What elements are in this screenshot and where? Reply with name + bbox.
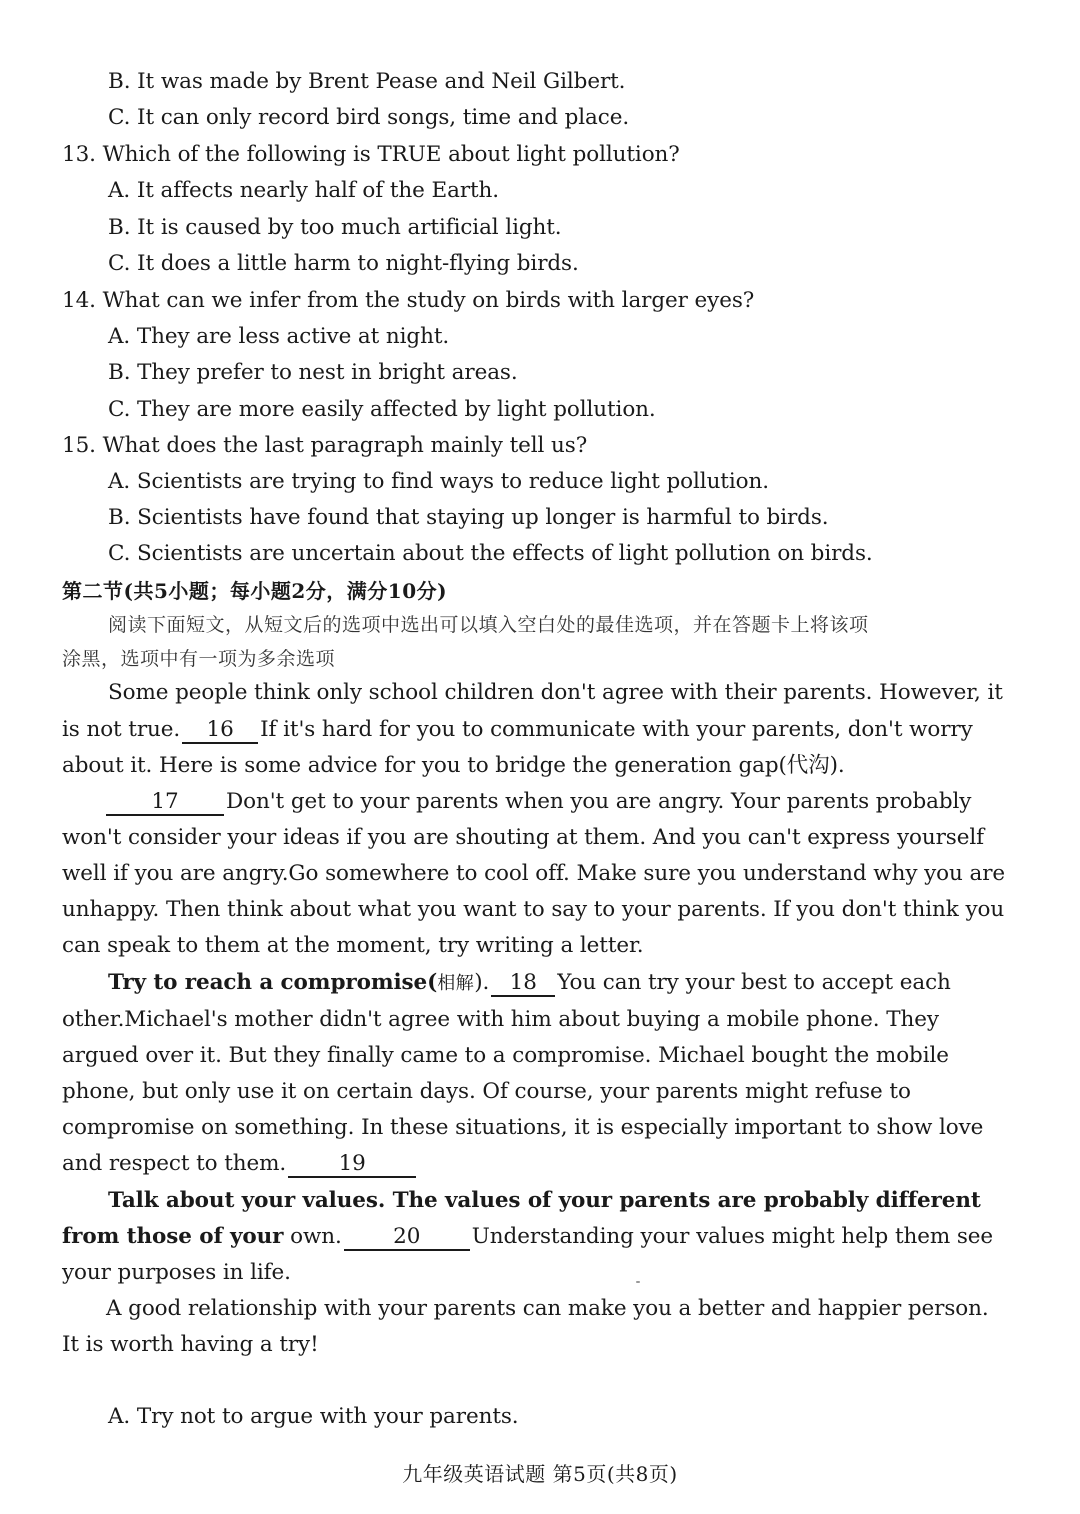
q13-option-a: A. It affects nearly half of the Earth. (108, 178, 500, 203)
q14-option-b: B. They prefer to nest in bright areas. (108, 360, 518, 385)
blank-16: 16 (182, 718, 258, 744)
passage-text: Understanding your values might help them see (471, 1224, 994, 1249)
q15-stem: 15. What does the last paragraph mainly tell us? (62, 433, 588, 458)
passage-p5-line-2: It is worth having a try! (62, 1332, 319, 1357)
section-heading: 第二节(共5小题；每小题2分，满分10分) (62, 579, 448, 603)
passage-bold-text: from those of your (62, 1224, 284, 1249)
passage-p5-line-1: A good relationship with your parents can make you a better and happier person. (106, 1296, 989, 1321)
q14-stem: 14. What can we infer from the study on birds with larger eyes? (62, 288, 755, 313)
passage-p3-line-5: compromise on something. In these situations, it is especially important to show love (62, 1115, 984, 1140)
passage-text: You can try your best to accept each (557, 970, 951, 995)
passage-p2-line-1 (106, 787, 971, 817)
q14-option-c: C. They are more easily affected by light pollution. (108, 397, 656, 422)
passage-text: Don't get to your parents when you are angry. Your parents probably (226, 789, 972, 814)
passage-p3-line-1 (108, 968, 951, 999)
passage-p3-line-4: phone, but only use it on certain days. Of course, your parents might refuse to (62, 1079, 911, 1104)
blank-20: 20 (344, 1225, 470, 1251)
blank-19: 19 (288, 1152, 416, 1178)
passage-text: If it's hard for you to communicate with your parents, don't worry (260, 717, 973, 742)
q12-option-b: B. It was made by Brent Pease and Neil Gilbert. (108, 69, 626, 94)
blank-18: 18 (491, 971, 555, 997)
passage-p2-line-3: well if you are angry.Go somewhere to cool off. Make sure you understand why you are (62, 861, 1006, 886)
scan-speck (636, 1281, 640, 1283)
passage-p4-line-3: your purposes in life. (62, 1260, 291, 1285)
q15-option-b: B. Scientists have found that staying up longer is harmful to birds. (108, 505, 829, 530)
passage-p2-line-4: unhappy. Then think about what you want to say to your parents. If you don't think you (62, 897, 1005, 922)
passage-p3-line-6 (62, 1149, 418, 1179)
passage-text: own. (290, 1224, 342, 1249)
passage-text: and respect to them. (62, 1151, 287, 1176)
passage-p4-line-1: Talk about your values. The values of your parents are probably different (108, 1188, 981, 1213)
q15-option-a: A. Scientists are trying to find ways to reduce light pollution. (108, 469, 769, 494)
passage-p2-line-5: can speak to them at the moment, try writing a letter. (62, 933, 644, 958)
passage-p1-line-3: about it. Here is some advice for you to bridge the generation gap(代沟). (62, 753, 845, 778)
passage-p3-line-3: argued over it. But they finally came to a compromise. Michael bought the mobile (62, 1043, 949, 1068)
passage-p3-line-2: other.Michael's mother didn't agree with him about buying a mobile phone. They (62, 1007, 939, 1032)
passage-p1-line-2 (62, 715, 973, 745)
passage-text: is not true. (62, 717, 181, 742)
passage-bold-text: Try to reach a compromise( (108, 970, 438, 995)
q14-option-a: A. They are less active at night. (108, 324, 450, 349)
passage-p1-line-1: Some people think only school children don't agree with their parents. However, it (108, 680, 1003, 705)
q13-option-c: C. It does a little harm to night-flying birds. (108, 251, 579, 276)
section-instruction-line-2: 涂黑，选项中有一项为多余选项 (62, 648, 336, 670)
page-footer: 九年级英语试题 第5页(共8页) (402, 1462, 678, 1486)
q15-option-c: C. Scientists are uncertain about the effects of light pollution on birds. (108, 541, 873, 566)
passage-text: ). (474, 970, 490, 995)
q13-option-b: B. It is caused by too much artificial light. (108, 215, 562, 240)
q13-stem: 13. Which of the following is TRUE about light pollution? (62, 142, 680, 167)
passage-p4-line-2 (62, 1222, 993, 1252)
section-instruction-line-1: 阅读下面短文，从短文后的选项中选出可以填入空白处的最佳选项，并在答题卡上将该项 (108, 614, 869, 636)
passage-p2-line-2: won't consider your ideas if you are shouting at them. And you can't express yourself (62, 825, 984, 850)
passage-cn-text: 相解 (437, 973, 475, 994)
option-a: A. Try not to argue with your parents. (108, 1404, 519, 1429)
blank-17: 17 (106, 790, 224, 816)
q12-option-c: C. It can only record bird songs, time and place. (108, 105, 630, 130)
